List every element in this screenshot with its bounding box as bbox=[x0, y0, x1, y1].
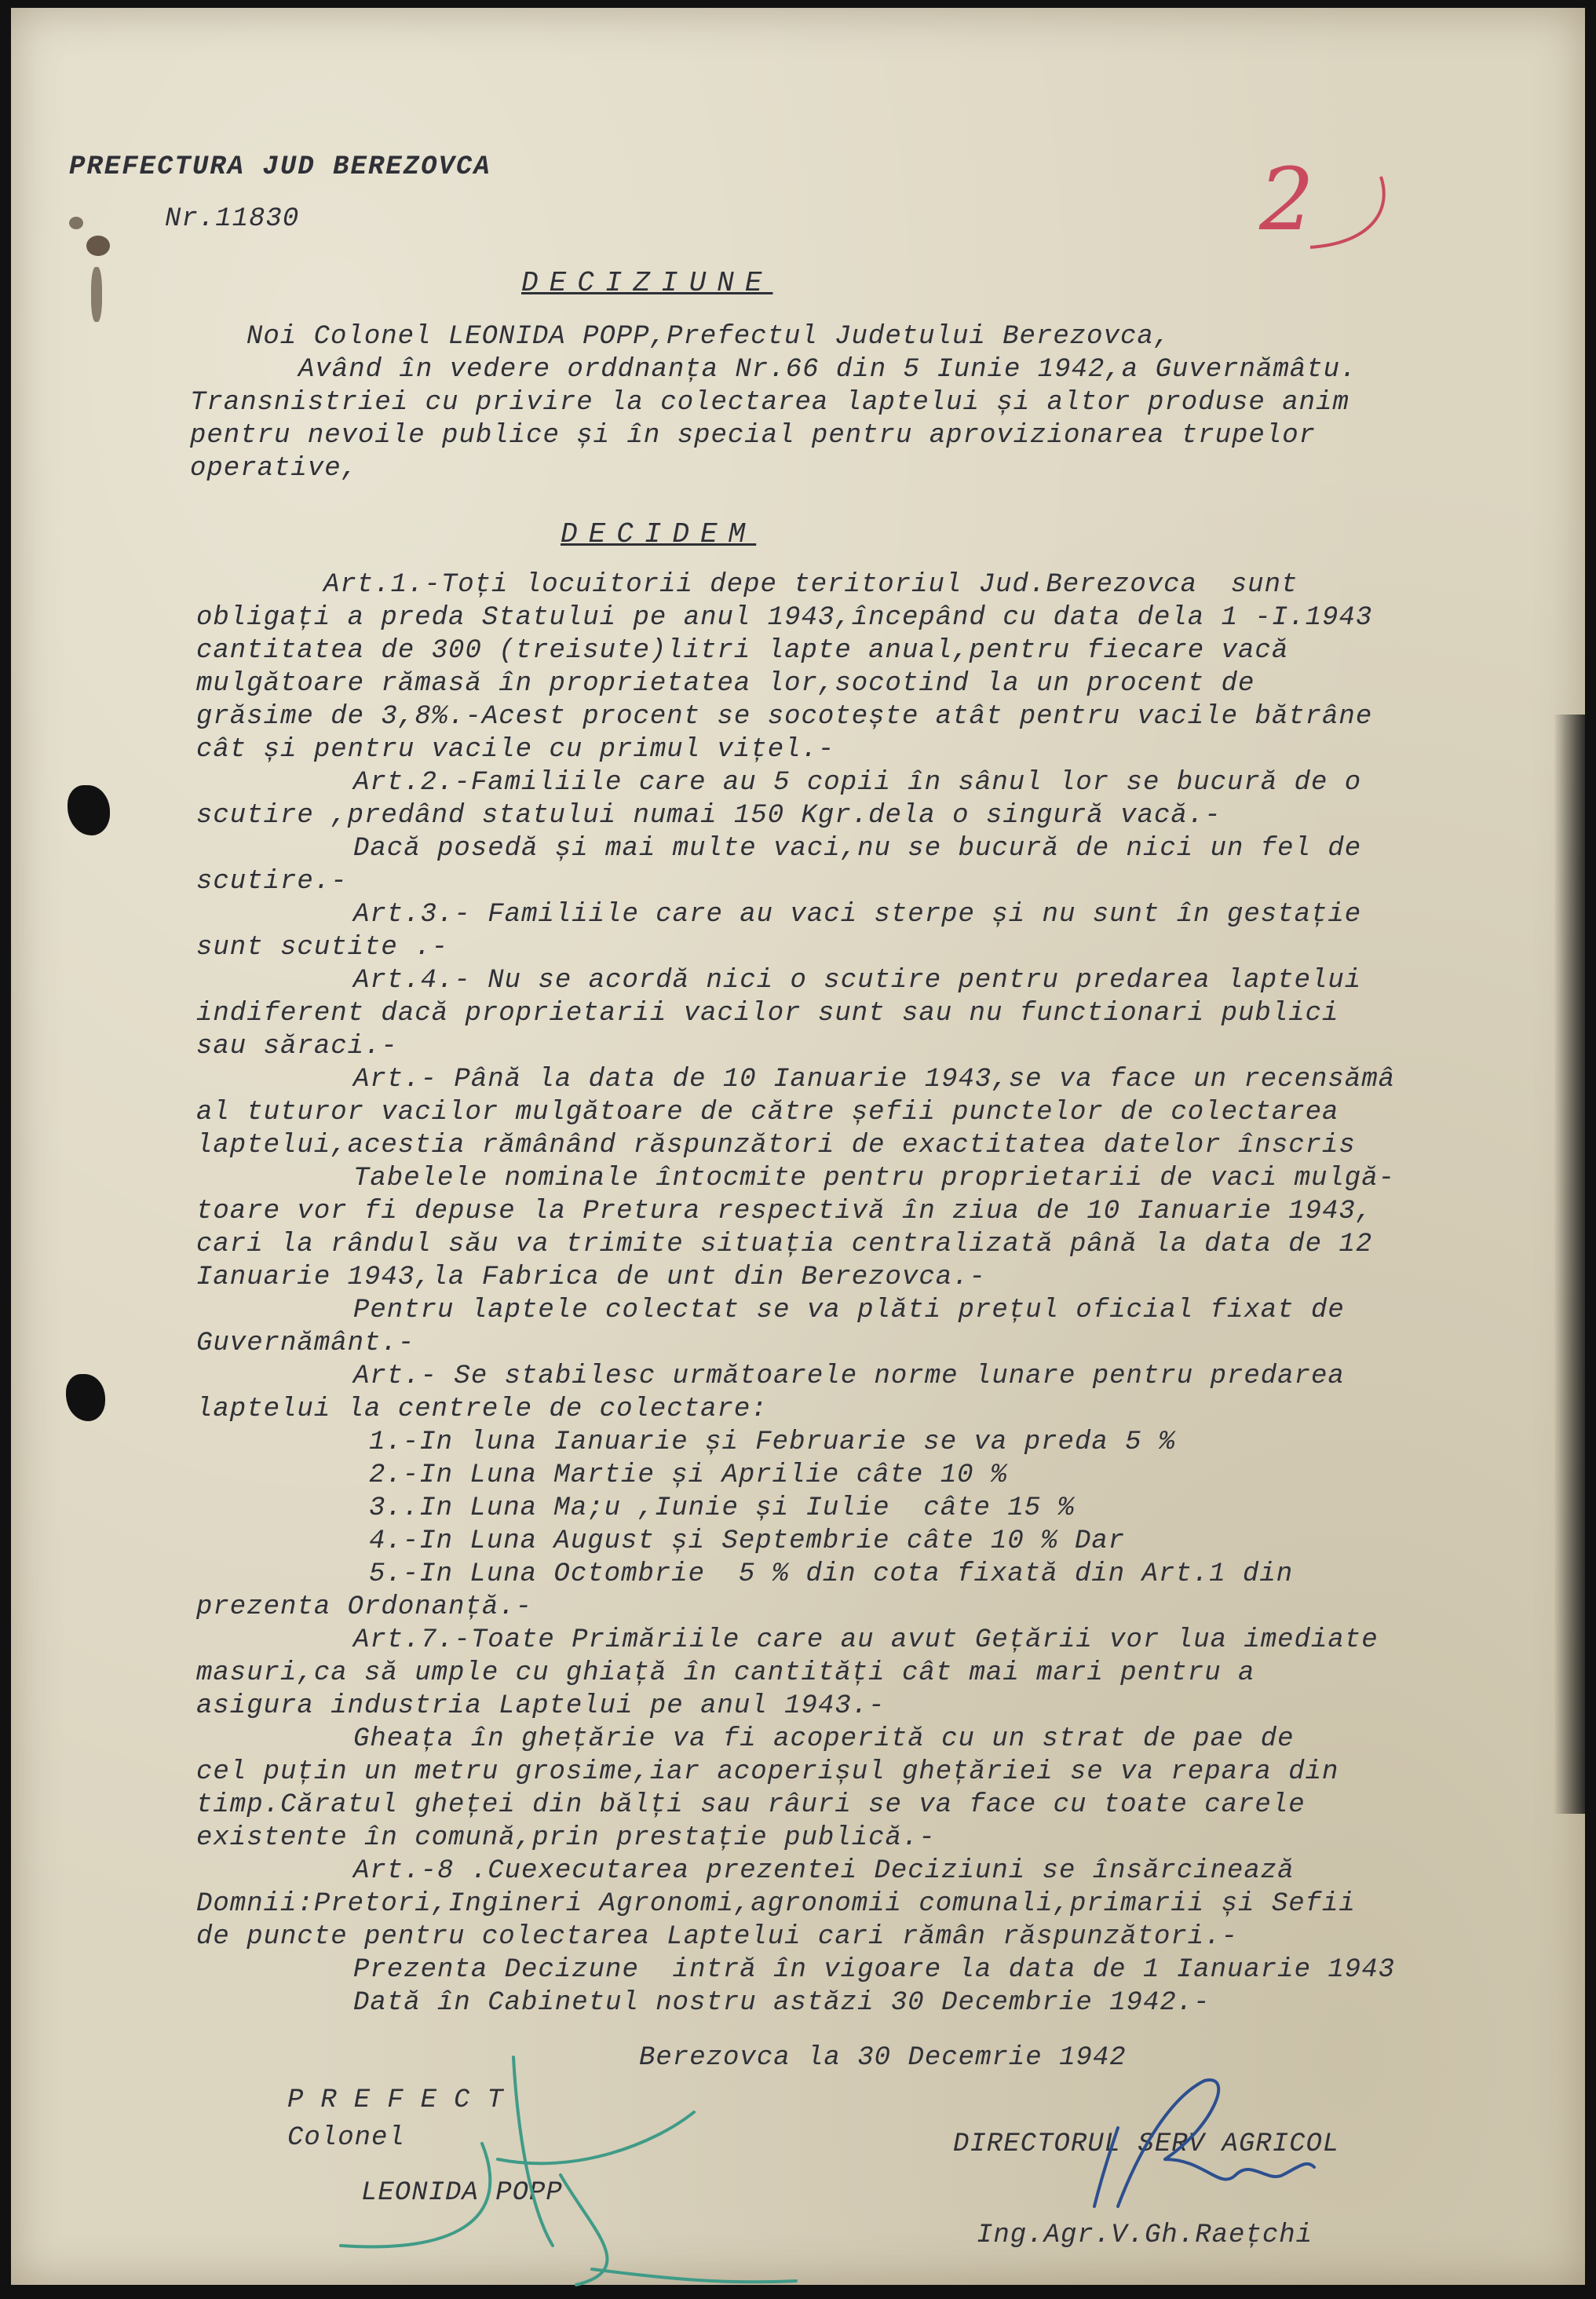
body-line: 3..In Luna Ma;u ,Iunie și Iulie câte 15 % bbox=[369, 1493, 1075, 1523]
place-date: Berezovca la 30 Decemrie 1942 bbox=[639, 2043, 1127, 2073]
body-line: Gheața în ghețărie va fi acoperită cu un strat de pae de bbox=[353, 1724, 1295, 1754]
body-line: Art.3.- Familiile care au vaci sterpe și nu sunt în gestație bbox=[353, 900, 1362, 930]
preamble-line: pentru nevoile publice și în special pentru aprovizionarea trupelor bbox=[190, 421, 1317, 451]
director-signature bbox=[11, 8, 12, 9]
preamble-line: Noi Colonel LEONIDA POPP,Prefectul Judetului Berezovca, bbox=[247, 322, 1171, 352]
body-line: 1.-In luna Ianuarie și Februarie se va preda 5 % bbox=[369, 1427, 1176, 1457]
body-line: cantitatea de 300 (treisute)litri lapte anual,pentru fiecare vacă bbox=[196, 636, 1289, 666]
body-line: Art.2.-Familiile care au 5 copii în sânul lor se bucură de o bbox=[353, 768, 1362, 798]
body-line: Art.- Se stabilesc următoarele norme lunare pentru predarea bbox=[353, 1361, 1345, 1391]
body-line: Prezenta Decizune intră în vigoare la data de 1 Ianuarie 1943 bbox=[353, 1955, 1396, 1985]
preamble-line: Transnistriei cu privire la colectarea laptelui și altor produse anim bbox=[190, 388, 1349, 418]
body-line: laptelui la centrele de colectare: bbox=[196, 1394, 768, 1424]
body-line: mulgătoare rămasă în proprietatea lor,socotind la un procent de bbox=[196, 669, 1255, 699]
preamble-line: operative, bbox=[190, 454, 359, 484]
body-line: 5.-In Luna Octombrie 5 % din cota fixată din Art.1 din bbox=[369, 1559, 1294, 1589]
body-line: masuri,ca să umple cu ghiață în cantități cât mai mari pentru a bbox=[196, 1658, 1255, 1688]
body-line: Dată în Cabinetul nostru astăzi 30 Decembrie 1942.- bbox=[353, 1988, 1211, 2018]
signatory-rank-left: Colonel bbox=[287, 2123, 405, 2153]
body-line: obligați a preda Statului pe anul 1943,începând cu data dela 1 -I.1943 bbox=[196, 603, 1373, 633]
body-line: Tabelele nominale întocmite pentru proprietarii de vaci mulgă- bbox=[353, 1164, 1396, 1193]
document-page bbox=[11, 8, 1585, 2285]
body-line: Guvernământ.- bbox=[196, 1329, 415, 1358]
preamble-line: Având în vedere orddnanța Nr.66 din 5 Iunie 1942,a Guvernămâtu. bbox=[298, 355, 1357, 385]
body-line: indiferent dacă proprietarii vacilor sunt sau nu functionari publici bbox=[196, 999, 1339, 1029]
signatory-title-right: DIRECTORUL SERV AGRICOL bbox=[953, 2129, 1340, 2159]
body-line: Dacă posedă și mai multe vaci,nu se bucură de nici un fel de bbox=[353, 834, 1362, 864]
document-title: DECIZIUNE bbox=[521, 267, 773, 299]
body-line: Art.7.-Toate Primăriile care au avut Gețării vor lua imediate bbox=[353, 1625, 1379, 1655]
office-name: PREFECTURA JUD BEREZOVCA bbox=[69, 152, 491, 182]
body-line: scutire.- bbox=[196, 867, 348, 897]
signatory-name-right: Ing.Agr.V.Gh.Raețchi bbox=[977, 2220, 1313, 2250]
body-line: al tuturor vacilor mulgătoare de către șefii punctelor de colectarea bbox=[196, 1098, 1339, 1128]
body-line: 4.-In Luna August și Septembrie câte 10 % Dar bbox=[369, 1526, 1126, 1556]
body-line: toare vor fi depuse la Pretura respectivă în ziua de 10 Ianuarie 1943, bbox=[196, 1197, 1373, 1226]
body-line: cât și pentru vacile cu primul vițel.- bbox=[196, 735, 835, 765]
body-line: Ianuarie 1943,la Fabrica de unt din Berezovca.- bbox=[196, 1263, 986, 1292]
body-line: cel puțin un metru grosime,iar acoperișul ghețăriei se va repara din bbox=[196, 1757, 1339, 1787]
body-line: Art.- Până la data de 10 Ianuarie 1943,se va face un recensămâ bbox=[353, 1065, 1396, 1095]
body-line: Domnii:Pretori,Ingineri Agronomi,agronomii comunali,primarii și Sefii bbox=[196, 1889, 1356, 1919]
body-line: laptelui,acestia rămânând răspunzători de exactitatea datelor înscris bbox=[196, 1131, 1356, 1160]
document-number: Nr.11830 bbox=[165, 204, 300, 234]
body-line: existente în comună,prin prestație publică.- bbox=[196, 1823, 936, 1853]
ink-stain bbox=[91, 267, 102, 322]
body-line: cari la rândul său va trimite situația centralizată până la data de 12 bbox=[196, 1230, 1373, 1259]
punch-hole bbox=[68, 785, 110, 835]
body-line: scutire ,predând statului numai 150 Kgr.dela o singură vacă.- bbox=[196, 801, 1222, 831]
body-line: timp.Căratul gheței din bălți sau râuri se va face cu toate carele bbox=[196, 1790, 1306, 1820]
punch-hole bbox=[66, 1374, 105, 1421]
folio-mark: 2 bbox=[1259, 149, 1314, 250]
body-line: de puncte pentru colectarea Laptelui cari rămân răspunzători.- bbox=[196, 1922, 1239, 1952]
signatory-title-left: PREFECT bbox=[287, 2085, 520, 2115]
body-line: asigura industria Laptelui pe anul 1943.- bbox=[196, 1691, 886, 1721]
ink-stain bbox=[69, 217, 83, 229]
body-line: sunt scutite .- bbox=[196, 933, 449, 963]
body-line: 2.-In Luna Martie și Aprilie câte 10 % bbox=[369, 1460, 1008, 1490]
body-line: Art.1.-Toți locuitorii depe teritoriul Jud.Berezovca sunt bbox=[323, 570, 1298, 600]
signatory-name-left: LEONIDA POPP bbox=[361, 2178, 563, 2208]
body-line: Art.4.- Nu se acordă nici o scutire pentru predarea laptelui bbox=[353, 966, 1362, 996]
body-line: sau săraci.- bbox=[196, 1032, 398, 1062]
torn-edge-shadow bbox=[1554, 715, 1585, 1814]
body-line: Art.-8 .Cuexecutarea prezentei Deciziuni se însărcinează bbox=[353, 1856, 1295, 1886]
body-line: prezenta Ordonanță.- bbox=[196, 1592, 533, 1622]
body-line: grăsime de 3,8%.-Acest procent se socotește atât pentru vacile bătrâne bbox=[196, 702, 1373, 732]
decision-title: DECIDEM bbox=[561, 518, 757, 550]
ink-stain bbox=[86, 236, 110, 256]
body-line: Pentru laptele colectat se va plăti prețul oficial fixat de bbox=[353, 1296, 1345, 1325]
